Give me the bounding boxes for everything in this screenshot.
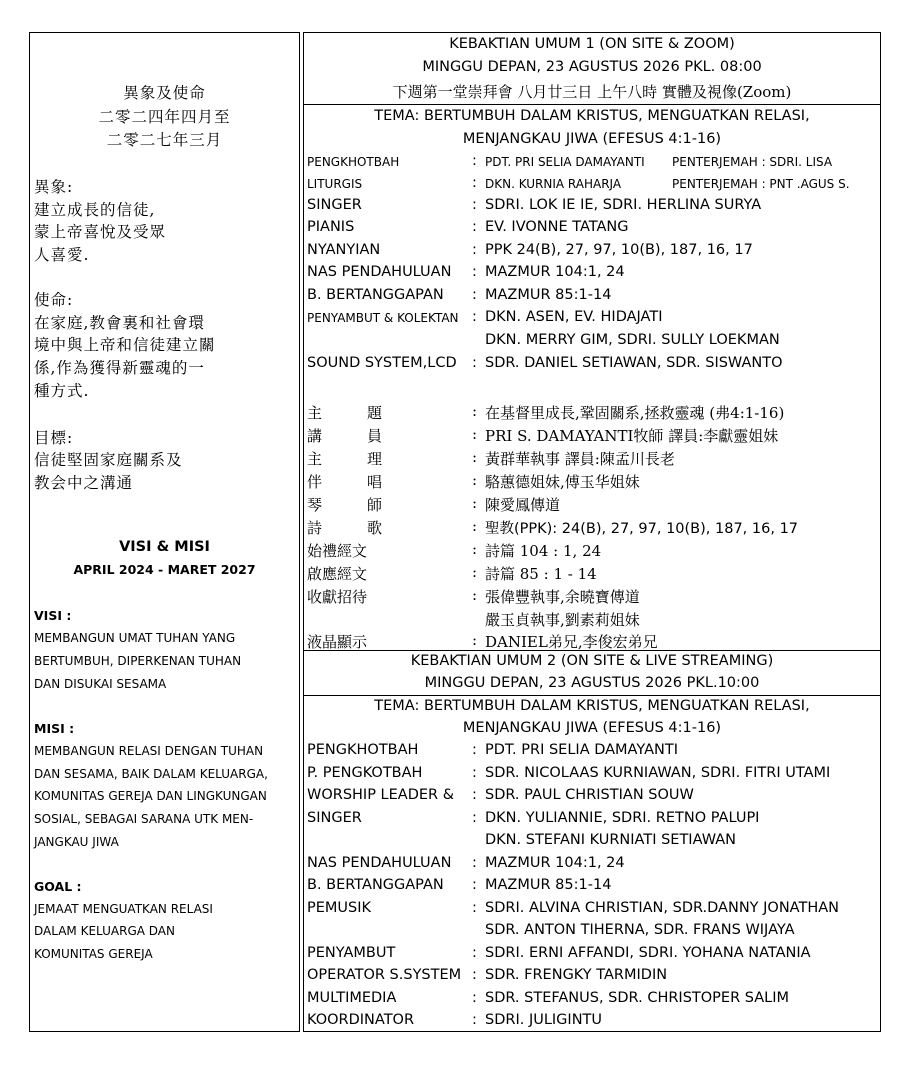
zh-vision-label: 異象: — [34, 178, 74, 196]
service1-zh-row — [307, 448, 877, 470]
row-label: 員 — [367, 427, 383, 445]
service1-zh-row — [307, 471, 877, 493]
zh-title-line-1: 異象及使命 — [123, 84, 206, 102]
row-colon: : — [472, 471, 478, 489]
row-label: 題 — [367, 404, 383, 422]
row-label: SINGER — [307, 810, 362, 826]
row-value: 陳愛鳳傳道 — [485, 496, 561, 514]
row-label: 詩 — [307, 519, 323, 537]
row-label: B. BERTANGGAPAN — [307, 877, 444, 893]
zh-mission-line: 種方式. — [34, 382, 90, 400]
services-panel — [303, 32, 881, 1032]
service2-row — [307, 855, 877, 877]
visi-misi-period: APRIL 2024 - MARET 2027 — [73, 562, 256, 577]
service2-row — [307, 877, 877, 899]
row-value: DKN. YULIANNIE, SDRI. RETNO PALUPI — [485, 810, 760, 826]
service1-row — [307, 264, 877, 286]
row-value: MAZMUR 85:1-14 — [485, 287, 612, 303]
service1-zh-row — [307, 425, 877, 447]
row-value: DKN. MERRY GIM, SDRI. SULLY LOEKMAN — [485, 332, 780, 348]
zh-mission-line: 係,作為獲得新靈魂的一 — [34, 359, 205, 377]
row-value: SDRI. ERNI AFFANDI, SDRI. YOHANA NATANIA — [485, 945, 811, 961]
row-colon: : — [472, 563, 478, 581]
row-label: 講 — [307, 427, 323, 445]
row-colon: : — [472, 900, 477, 916]
row-colon: : — [472, 967, 477, 983]
row-translator: PENTERJEMAH : SDRI. LISA — [672, 155, 833, 169]
row-value: SDRI. JULIGINTU — [485, 1012, 603, 1028]
row-label: 伴 — [307, 473, 323, 491]
misi-label: MISI : — [34, 721, 75, 736]
row-value: PDT. PRI SELIA DAMAYANTI — [485, 742, 678, 758]
service1-row — [307, 219, 877, 241]
vision-mission-panel — [29, 32, 300, 1032]
row-label: 主 — [307, 404, 323, 422]
row-label: NAS PENDAHULUAN — [307, 855, 452, 871]
row-label: PENGKHOTBAH — [307, 742, 419, 758]
service1-zh-row — [307, 540, 877, 562]
misi-line: JANGKAU JIWA — [34, 835, 119, 849]
goal-line: KOMUNITAS GEREJA — [34, 947, 153, 961]
service1-row — [307, 197, 877, 219]
row-colon: : — [472, 219, 477, 235]
service2-row — [307, 922, 877, 944]
row-colon: : — [472, 355, 477, 371]
misi-line: MEMBANGUN RELASI DENGAN TUHAN — [34, 744, 264, 758]
row-value: 黃群華執事 譯員:陳孟川長老 — [485, 450, 675, 468]
row-label: KOORDINATOR — [307, 1012, 415, 1028]
row-value: MAZMUR 85:1-14 — [485, 877, 612, 893]
row-label: SOUND SYSTEM,LCD — [307, 355, 457, 371]
row-translator: PENTERJEMAH : PNT .AGUS S. — [672, 177, 850, 191]
service1-zh-row — [307, 609, 877, 631]
service1-zh-date: 下週第一堂崇拜會 八月廿三日 上午八時 實體及視像(Zoom) — [392, 83, 792, 101]
zh-mission-line: 在家庭,教會裏和社會環 — [34, 314, 205, 332]
service1-row — [307, 332, 877, 354]
row-value: 詩篇 104 : 1, 24 — [485, 542, 602, 560]
row-colon: : — [472, 287, 477, 303]
zh-mission-label: 使命: — [34, 291, 74, 309]
row-value: PDT. PRI SELIA DAMAYANTI — [485, 155, 645, 169]
misi-line: DAN SESAMA, BAIK DALAM KELUARGA, — [34, 767, 268, 781]
row-colon: : — [472, 742, 477, 758]
row-colon: : — [472, 309, 477, 325]
row-value: SDR. STEFANUS, SDR. CHRISTOPER SALIM — [485, 990, 790, 1006]
row-colon: : — [472, 242, 477, 258]
service2-row — [307, 967, 877, 989]
row-colon: : — [472, 425, 478, 443]
row-label: PENYAMBUT & KOLEKTAN — [307, 311, 459, 325]
row-colon: : — [472, 175, 477, 191]
row-label: PENYAMBUT — [307, 945, 396, 961]
row-value: DKN. ASEN, EV. HIDAJATI — [485, 309, 663, 325]
service1-row — [307, 153, 877, 175]
row-value: PPK 24(B), 27, 97, 10(B), 187, 16, 17 — [485, 242, 753, 258]
row-colon: : — [472, 517, 478, 535]
row-value: 在基督里成長,鞏固關系,拯救靈魂 (弗4:1-16) — [485, 404, 785, 422]
row-label: SINGER — [307, 197, 362, 213]
row-colon: : — [472, 787, 477, 803]
service2-tema-line-1: TEMA: BERTUMBUH DALAM KRISTUS, MENGUATKAN RELASI, — [374, 698, 810, 714]
row-value: SDR. ANTON TIHERNA, SDR. FRANS WIJAYA — [485, 922, 795, 938]
row-value: DKN. KURNIA RAHARJA — [485, 177, 622, 191]
service2-row — [307, 742, 877, 764]
row-colon: : — [472, 990, 477, 1006]
zh-vision-line: 蒙上帝喜悅及受眾 — [34, 223, 167, 241]
row-colon: : — [472, 877, 477, 893]
goal-label: GOAL : — [34, 879, 82, 894]
row-colon: : — [472, 586, 478, 604]
visi-line: MEMBANGUN UMAT TUHAN YANG — [34, 631, 236, 645]
row-value: 嚴玉貞執事,劉素莉姐妹 — [485, 611, 640, 629]
row-label: WORSHIP LEADER & — [307, 787, 455, 803]
service2-title: KEBAKTIAN UMUM 2 (ON SITE & LIVE STREAMING) — [410, 653, 774, 669]
service1-zh-row — [307, 402, 877, 424]
row-value: DKN. STEFANI KURNIATI SETIAWAN — [485, 832, 737, 848]
visi-line: DAN DISUKAI SESAMA — [34, 677, 167, 691]
row-label: 理 — [367, 450, 383, 468]
row-label: 歌 — [367, 519, 383, 537]
row-colon: : — [472, 264, 477, 280]
visi-misi-title: VISI & MISI — [119, 539, 210, 555]
row-colon: : — [472, 1012, 477, 1028]
service2-row — [307, 945, 877, 967]
row-value: SDR. FRENGKY TARMIDIN — [485, 967, 668, 983]
row-value: PRI S. DAMAYANTI牧師 譯員:李獻靈姐妹 — [485, 427, 779, 445]
service2-row — [307, 900, 877, 922]
service1-zh-row — [307, 517, 877, 539]
service2-date: MINGGU DEPAN, 23 AGUSTUS 2026 PKL.10:00 — [424, 675, 760, 691]
zh-title-line-2: 二零二四年四月至 — [98, 108, 231, 126]
row-colon: : — [472, 153, 477, 169]
zh-vision-line: 人喜愛. — [34, 246, 90, 264]
row-value: SDR. NICOLAAS KURNIAWAN, SDRI. FITRI UTAMI — [485, 765, 831, 781]
row-label: 收獻招待 — [307, 588, 368, 606]
zh-title-line-3: 二零二七年三月 — [106, 131, 223, 149]
service1-zh-row — [307, 494, 877, 516]
service1-row — [307, 355, 877, 377]
row-value: 駱蕙德姐妹,傅玉华姐妹 — [485, 473, 640, 491]
row-value: SDRI. ALVINA CHRISTIAN, SDR.DANNY JONATHAN — [485, 900, 839, 916]
row-label: MULTIMEDIA — [307, 990, 397, 1006]
service2-tema-line-2: MENJANGKAU JIWA (EFESUS 4:1-16) — [462, 720, 722, 736]
row-label: PIANIS — [307, 219, 355, 235]
row-label: NYANYIAN — [307, 242, 381, 258]
row-colon: : — [472, 402, 478, 420]
row-label: 啟應經文 — [307, 565, 368, 583]
service2-row — [307, 765, 877, 787]
row-value: SDR. DANIEL SETIAWAN, SDR. SISWANTO — [485, 355, 783, 371]
row-label: 唱 — [367, 473, 383, 491]
goal-line: JEMAAT MENGUATKAN RELASI — [34, 902, 213, 916]
misi-line: KOMUNITAS GEREJA DAN LINGKUNGAN — [34, 789, 267, 803]
row-colon: : — [472, 197, 477, 213]
misi-line: SOSIAL, SEBAGAI SARANA UTK MEN- — [34, 812, 254, 826]
zh-goal-label: 目標: — [34, 429, 74, 447]
row-label: 液晶顯示 — [307, 633, 368, 651]
service1-tema-line-2: MENJANGKAU JIWA (EFESUS 4:1-16) — [462, 131, 722, 147]
service1-zh-row — [307, 563, 877, 585]
row-colon: : — [472, 945, 477, 961]
row-value: DANIEL弟兄,李俊宏弟兄 — [485, 633, 658, 651]
zh-goal-line: 信徒堅固家庭關系及 — [34, 451, 183, 469]
row-value: 詩篇 85 : 1 - 14 — [485, 565, 597, 583]
goal-line: DALAM KELUARGA DAN — [34, 924, 175, 938]
row-label: B. BERTANGGAPAN — [307, 287, 444, 303]
row-colon: : — [472, 765, 477, 781]
service2-row — [307, 832, 877, 854]
row-label: 主 — [307, 450, 323, 468]
row-value: MAZMUR 104:1, 24 — [485, 264, 625, 280]
divider — [304, 695, 880, 696]
row-label: NAS PENDAHULUAN — [307, 264, 452, 280]
service1-row — [307, 242, 877, 264]
service1-zh-row — [307, 586, 877, 608]
row-colon: : — [472, 855, 477, 871]
row-label: OPERATOR S.SYSTEM — [307, 967, 462, 983]
row-label: PENGKHOTBAH — [307, 155, 400, 169]
row-label: PEMUSIK — [307, 900, 372, 916]
row-label: P. PENGKOTBAH — [307, 765, 423, 781]
service1-tema-line-1: TEMA: BERTUMBUH DALAM KRISTUS, MENGUATKAN RELASI, — [374, 108, 810, 124]
row-value: 聖教(PPK): 24(B), 27, 97, 10(B), 187, 16, 17 — [485, 521, 799, 537]
service1-row — [307, 309, 877, 331]
service2-row — [307, 990, 877, 1012]
service1-row — [307, 175, 877, 197]
row-colon: : — [472, 540, 478, 558]
zh-mission-line: 境中與上帝和信徒建立關 — [34, 336, 216, 354]
row-label: 始禮經文 — [307, 542, 368, 560]
row-label: LITURGIS — [307, 177, 363, 191]
row-label: 師 — [367, 496, 383, 514]
service2-row — [307, 810, 877, 832]
visi-label: VISI : — [34, 608, 72, 623]
visi-line: BERTUMBUH, DIPERKENAN TUHAN — [34, 654, 242, 668]
service2-row — [307, 787, 877, 809]
row-colon: : — [472, 448, 478, 466]
service1-date: MINGGU DEPAN, 23 AGUSTUS 2026 PKL. 08:00 — [422, 59, 762, 75]
service2-row — [307, 1012, 877, 1034]
row-colon: : — [472, 494, 478, 512]
row-value: 張偉豐執事,余曉寶傳道 — [485, 588, 640, 606]
row-value: MAZMUR 104:1, 24 — [485, 855, 625, 871]
row-colon: : — [472, 810, 477, 826]
row-value: SDRI. LOK IE IE, SDRI. HERLINA SURYA — [485, 197, 762, 213]
row-value: SDR. PAUL CHRISTIAN SOUW — [485, 787, 694, 803]
service1-row — [307, 287, 877, 309]
divider — [304, 650, 880, 651]
row-value: EV. IVONNE TATANG — [485, 219, 629, 235]
zh-goal-line: 教会中之溝通 — [34, 474, 134, 492]
service1-title: KEBAKTIAN UMUM 1 (ON SITE & ZOOM) — [449, 36, 735, 52]
divider — [304, 104, 880, 105]
zh-vision-line: 建立成長的信徒, — [34, 201, 156, 219]
row-colon: : — [472, 631, 478, 649]
row-label: 琴 — [307, 496, 323, 514]
